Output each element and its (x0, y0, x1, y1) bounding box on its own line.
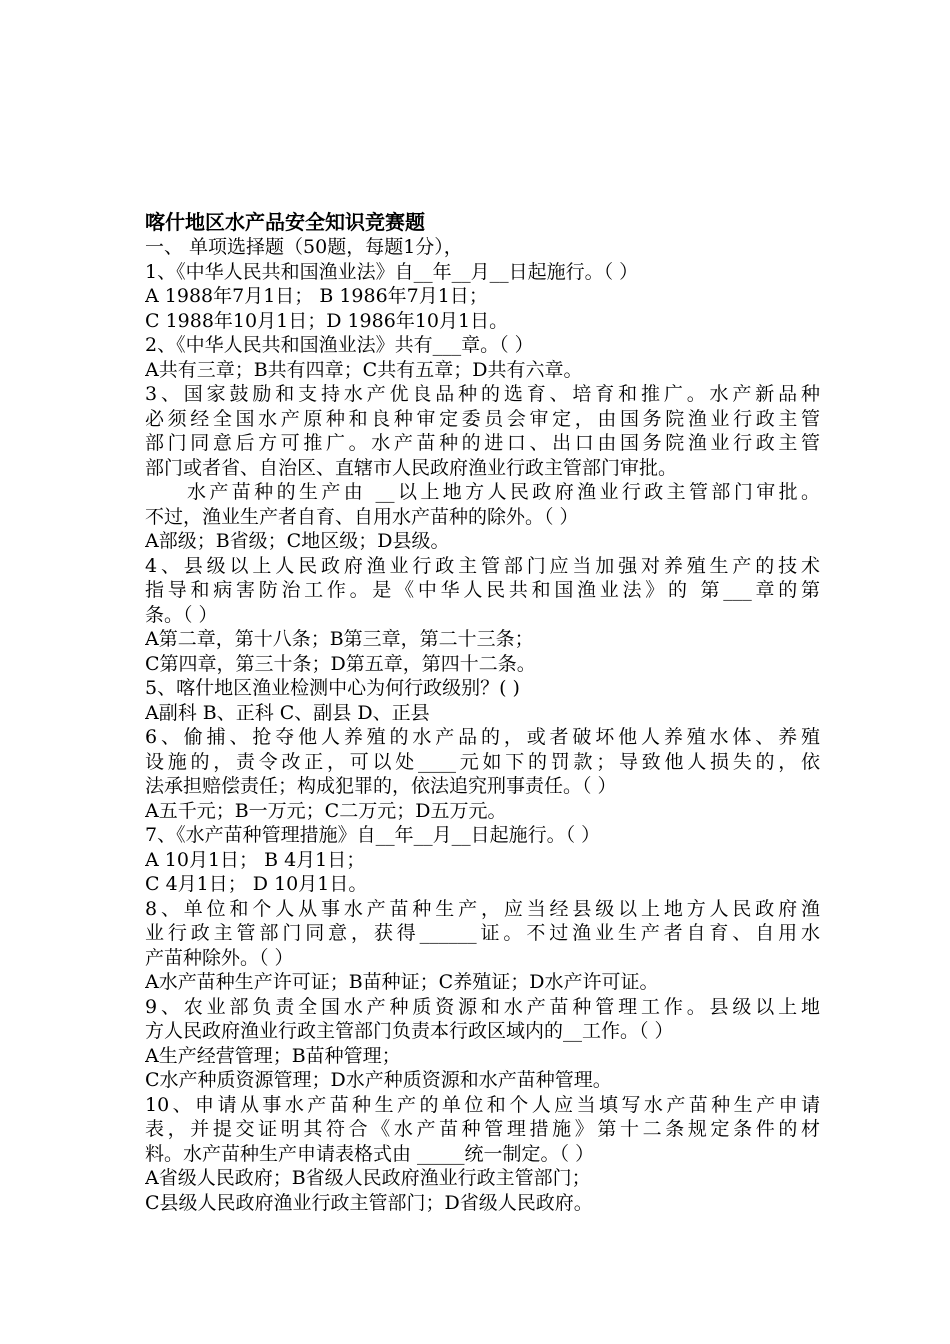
text-line: 产苗种除外。（ ） (145, 946, 294, 969)
text-line: A共有三章；B共有四章；C共有五章；D共有六章。 (145, 358, 583, 381)
text-line: 部门或者省、自治区、直辖市人民政府渔业行政主管部门审批。 (145, 456, 678, 479)
text-line: 指导和病害防治工作。是《中华人民共和国渔业法》的 第___章的第 (145, 579, 820, 601)
text-line: 不过，渔业生产者自育、自用水产苗种的除外。（ ） (145, 505, 579, 528)
text-line: 设施的，责令改正，可以处____元如下的罚款；导致他人损失的，依 (145, 750, 820, 773)
text-line: 1、《中华人民共和国渔业法》自__年__月__日起施行。（ ） (145, 260, 639, 283)
text-line: A五千元；B一万元；C二万元；D五万元。 (145, 799, 507, 822)
text-line: 3、国家鼓励和支持水产优良品种的选育、培育和推广。水产新品种 (145, 383, 820, 405)
text-line: 2、《中华人民共和国渔业法》共有___章。（ ） (145, 334, 534, 356)
text-line: C 4月1日； D 10月1日。 (145, 873, 368, 895)
text-line: 7、《水产苗种管理措施》自__年__月__日起施行。（ ） (145, 824, 601, 846)
text-line: 法承担赔偿责任；构成犯罪的，依法追究刑事责任。（ ） (145, 775, 617, 797)
text-line: 部门同意后方可推广。水产苗种的进口、出口由国务院渔业行政主管 (145, 432, 820, 454)
text-line: 9、农业部负责全国水产种质资源和水产苗种管理工作。县级以上地 (145, 995, 820, 1018)
text-line: 必须经全国水产原种和良种审定委员会审定，由国务院渔业行政主管 (145, 407, 820, 430)
text-line: 水产苗种的生产由 __以上地方人民政府渔业行政主管部门审批。 (187, 481, 820, 503)
text-line: A部级；B省级；C地区级；D县级。 (145, 530, 450, 552)
text-line: C县级人民政府渔业行政主管部门；D省级人民政府。 (145, 1191, 593, 1214)
text-line: A省级人民政府；B省级人民政府渔业行政主管部门； (145, 1167, 591, 1189)
text-line: 4、县级以上人民政府渔业行政主管部门应当加强对养殖生产的技术 (145, 554, 820, 577)
text-line: C第四章，第三十条；D第五章，第四十二条。 (145, 652, 536, 675)
text-line: 5、喀什地区渔业检测中心为何行政级别？( ) (145, 677, 520, 699)
text-line: A副科 B、正科 C、副县 D、正县 (145, 701, 430, 724)
text-line: A生产经营管理；B苗种管理； (145, 1044, 401, 1067)
text-line: C水产种质资源管理；D水产种质资源和水产苗种管理。 (145, 1069, 612, 1091)
text-line: 方人民政府渔业行政主管部门负责本行政区域内的__工作。（ ） (145, 1020, 674, 1042)
document-title: 喀什地区水产品安全知识竞赛题 (145, 210, 425, 234)
text-line: 表，并提交证明其符合《水产苗种管理措施》第十二条规定条件的材 (145, 1118, 820, 1140)
text-line: A第二章，第十八条；B第三章，第二十三条； (145, 628, 534, 650)
text-line: 料。水产苗种生产申请表格式由 _____统一制定。（ ） (145, 1142, 595, 1165)
document-page (145, 209, 820, 1215)
text-line: 6、偷捕、抢夺他人养殖的水产品的，或者破坏他人养殖水体、养殖 (145, 726, 820, 748)
text-line: A水产苗种生产许可证；B苗种证；C养殖证；D水产许可证。 (145, 971, 659, 993)
document-body (145, 235, 820, 1215)
text-line: 条。（ ） (145, 603, 218, 626)
text-line: 8、单位和个人从事水产苗种生产，应当经县级以上地方人民政府渔 (145, 897, 820, 920)
text-line: A 1988年7月1日； B 1986年7月1日； (145, 285, 488, 307)
text-line: 10、申请从事水产苗种生产的单位和个人应当填写水产苗种生产申请 (145, 1093, 820, 1116)
text-line: 一、 单项选择题（50题，每题1分）， (145, 236, 463, 258)
text-line: C 1988年10月1日；D 1986年10月1日。 (145, 309, 509, 332)
text-line: A 10月1日； B 4月1日； (145, 848, 366, 871)
text-line: 业行政主管部门同意，获得______证。不过渔业生产者自育、自用水 (145, 922, 820, 944)
